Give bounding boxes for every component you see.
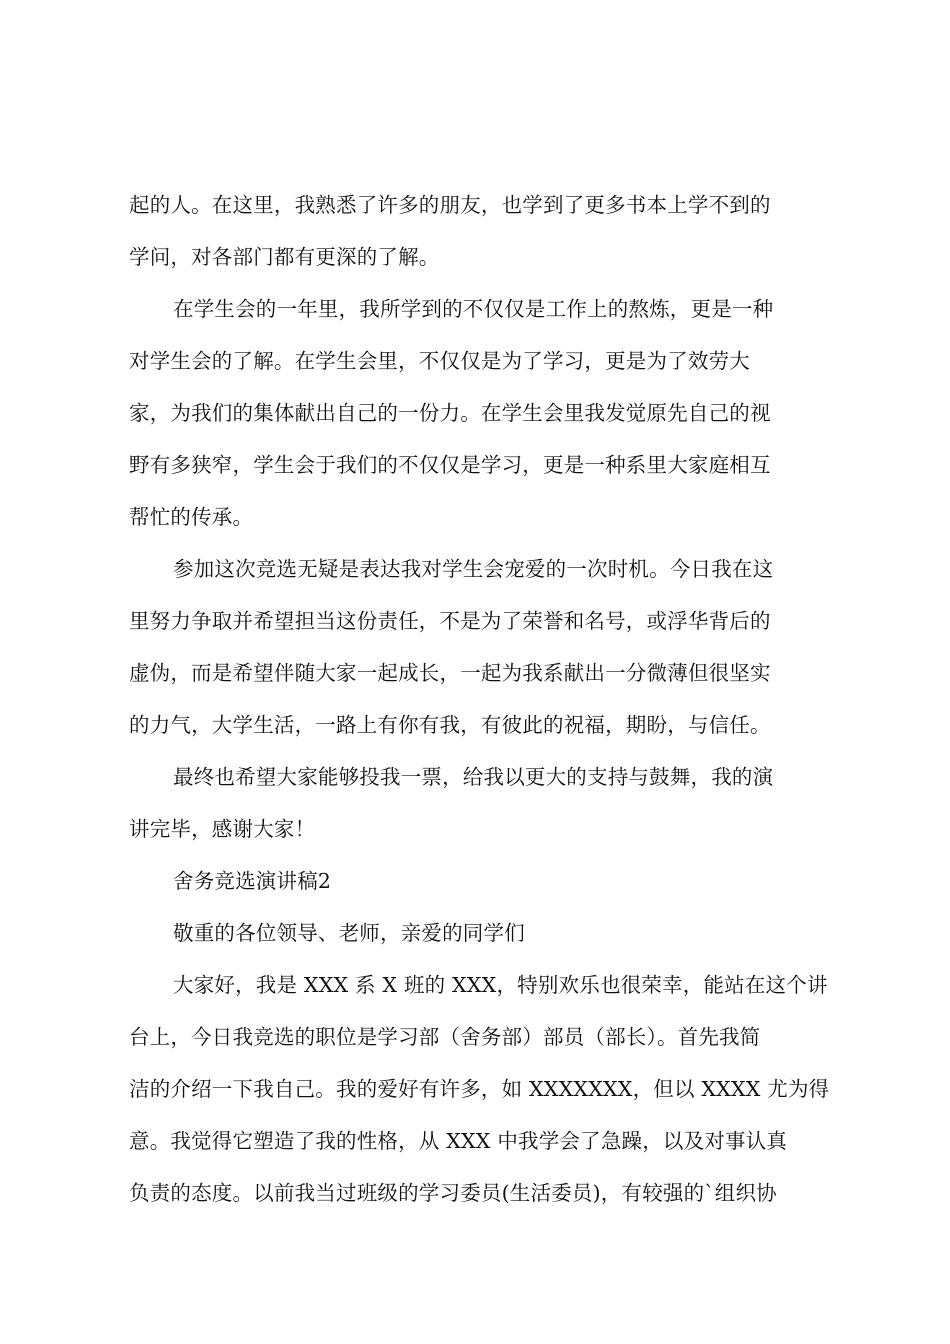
text-line: 起的人。在这里，我熟悉了许多的朋友，也学到了更多书本上学不到的 [129, 193, 771, 217]
text-line: 野有多狭窄，学生会于我们的不仅仅是学习，更是一种系里大家庭相互 [129, 453, 771, 477]
text-line: 对学生会的了解。在学生会里，不仅仅是为了学习，更是为了效劳大 [129, 349, 750, 373]
text-line: 负责的态度。以前我当过班级的学习委员(生活委员)，有较强的`组织协 [129, 1181, 777, 1205]
text-line: 在学生会的一年里，我所学到的不仅仅是工作上的熬炼，更是一种 [173, 297, 774, 321]
text-line: 讲完毕，感谢大家！ [129, 817, 316, 841]
section-title: 舍务竞选演讲稿2 [173, 869, 332, 893]
text-line: 最终也希望大家能够投我一票，给我以更大的支持与鼓舞，我的演 [173, 765, 774, 789]
text-line: 的力气，大学生活，一路上有你有我，有彼此的祝福，期盼，与信任。 [129, 713, 771, 737]
salutation: 敬重的各位领导、老师，亲爱的同学们 [173, 921, 525, 945]
text-line: 家，为我们的集体献出自己的一份力。在学生会里我发觉原先自己的视 [129, 401, 771, 425]
text-line: 虚伪，而是希望伴随大家一起成长，一起为我系献出一分微薄但很坚实 [129, 661, 771, 685]
text-line: 帮忙的传承。 [129, 505, 254, 529]
text-line: 台上，今日我竞选的职位是学习部（舍务部）部员（部长）。首先我简 [129, 1025, 761, 1049]
text-line: 洁的介绍一下我自己。我的爱好有许多，如 XXXXXXX，但以 XXXX 尤为得 [129, 1077, 830, 1101]
text-line: 大家好，我是 XXX 系 X 班的 XXX，特别欢乐也很荣幸，能站在这个讲 [173, 973, 828, 997]
text-line: 学问，对各部门都有更深的了解。 [129, 245, 440, 269]
text-line: 里努力争取并希望担当这份责任，不是为了荣誉和名号，或浮华背后的 [129, 609, 771, 633]
text-line: 参加这次竞选无疑是表达我对学生会宠爱的一次时机。今日我在这 [173, 557, 774, 581]
text-line: 意。我觉得它塑造了我的性格，从 XXX 中我学会了急躁，以及对事认真 [129, 1129, 788, 1153]
